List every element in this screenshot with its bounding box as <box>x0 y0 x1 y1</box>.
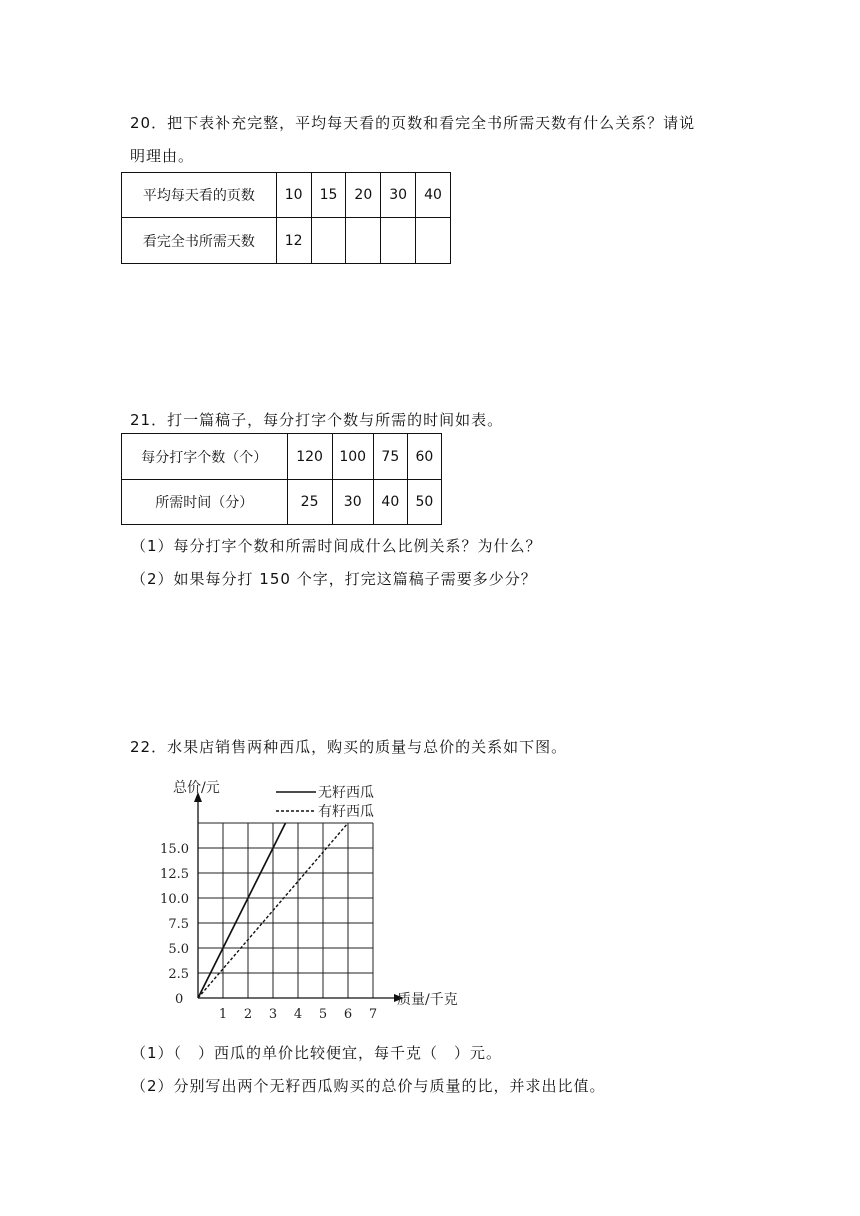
q22-sub2: （2）分别写出两个无籽西瓜购买的总价与质量的比，并求出比值。 <box>131 1077 606 1095</box>
q21-line1: 21．打一篇稿子，每分打字个数与所需的时间如表。 <box>130 411 504 429</box>
table-cell <box>381 218 416 264</box>
y-tick-label: 12.5 <box>160 867 189 882</box>
table-cell: 60 <box>407 434 441 480</box>
x-axis-label: 质量/千克 <box>397 992 458 1008</box>
table-cell: 10 <box>276 173 311 218</box>
price-chart <box>160 770 480 1020</box>
legend-label: 有籽西瓜 <box>318 804 374 820</box>
x-tick-label: 3 <box>268 1007 278 1020</box>
q21-table <box>121 433 442 525</box>
table-cell: 20 <box>346 173 381 218</box>
table-cell: 100 <box>332 434 373 480</box>
table-cell <box>346 218 381 264</box>
table-cell: 15 <box>311 173 346 218</box>
table-cell: 30 <box>332 480 373 525</box>
x-tick-label: 2 <box>243 1007 253 1020</box>
table-header-cell: 所需时间（分） <box>122 480 288 525</box>
q22-line1: 22．水果店销售两种西瓜，购买的质量与总价的关系如下图。 <box>130 738 568 756</box>
table-cell: 30 <box>381 173 416 218</box>
y-axis-label: 总价/元 <box>173 780 220 796</box>
y-tick-label: 5.0 <box>168 942 189 957</box>
q20-line1: 20．把下表补充完整，平均每天看的页数和看完全书所需天数有什么关系？请说 <box>130 114 696 132</box>
table-cell: 40 <box>373 480 407 525</box>
series-line-1 <box>198 823 286 998</box>
q20-line2: 明理由。 <box>130 147 195 165</box>
table-row <box>122 173 451 218</box>
x-tick-label: 4 <box>293 1007 303 1020</box>
x-tick-label: 1 <box>218 1007 228 1020</box>
chart-ticks <box>160 842 377 1020</box>
legend-label: 无籽西瓜 <box>318 785 374 801</box>
table-cell: 12 <box>276 218 311 264</box>
table-cell: 120 <box>287 434 332 480</box>
chart-grid <box>198 823 373 998</box>
chart-legend <box>276 784 374 820</box>
table-header-cell: 看完全书所需天数 <box>122 218 277 264</box>
table-row <box>122 434 442 480</box>
y-tick-label: 10.0 <box>160 892 189 907</box>
table-cell: 25 <box>287 480 332 525</box>
table-cell <box>416 218 451 264</box>
q20-table <box>121 172 451 264</box>
table-row <box>122 480 442 525</box>
table-cell <box>311 218 346 264</box>
table-header-cell: 每分打字个数（个） <box>122 434 288 480</box>
y-tick-label: 15.0 <box>160 842 189 857</box>
q21-sub1: （1）每分打字个数和所需时间成什么比例关系？为什么？ <box>131 537 542 555</box>
table-cell: 75 <box>373 434 407 480</box>
y-tick-label: 7.5 <box>168 917 189 932</box>
q22-sub1: （1）（ ）西瓜的单价比较便宜，每千克（ ）元。 <box>131 1044 503 1062</box>
table-row <box>122 218 451 264</box>
origin-label: 0 <box>175 992 184 1007</box>
q21-sub2: （2）如果每分打 150 个字，打完这篇稿子需要多少分？ <box>131 570 537 588</box>
x-tick-label: 6 <box>343 1007 353 1020</box>
x-tick-label: 7 <box>368 1007 378 1020</box>
table-cell: 40 <box>416 173 451 218</box>
table-header-cell: 平均每天看的页数 <box>122 173 277 218</box>
y-tick-label: 2.5 <box>168 967 189 982</box>
table-cell: 50 <box>407 480 441 525</box>
x-tick-label: 5 <box>318 1007 328 1020</box>
